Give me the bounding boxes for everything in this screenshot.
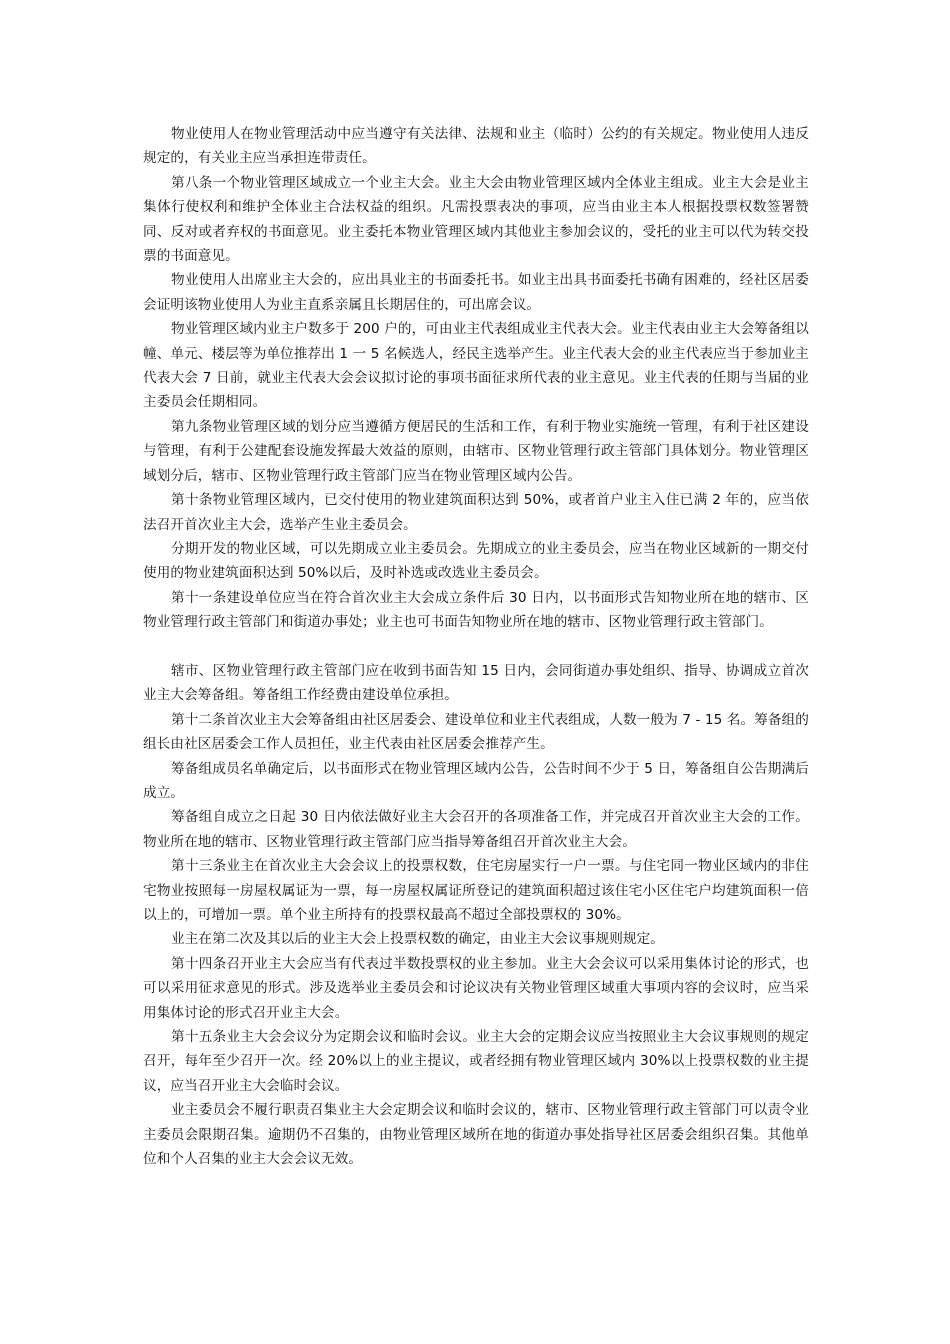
paragraph-4: 物业管理区域内业主户数多于 200 户的，可由业主代表组成业主代表大会。业主代表由业主大会筹备组以幢、单元、楼层等为单位推荐出 1 一 5 名候选人，经民主选举产生。业主代表大会的业主代表应当于参加业主代表大会 7 日前，就业主代表大会会议拟讨论的事项书面征求所代表的业主意见。业主代表的任期与当届的业主委员会任期相同。	[143, 321, 809, 411]
paragraph-article-11: 第十一条建设单位应当在符合首次业主大会成立条件后 30 日内，以书面形式告知物业所在地的辖市、区物业管理行政主管部门和街道办事处；业主也可书面告知物业所在地的辖市、区物业管理行政主管部门。	[143, 589, 809, 631]
paragraph-3: 物业使用人出席业主大会的，应出具业主的书面委托书。如业主出具书面委托书确有困难的，经社区居委会证明该物业使用人为业主直系亲属且长期居住的，可出席会议。	[143, 272, 809, 313]
paragraph-article-15: 第十五条业主大会会议分为定期会议和临时会议。业主大会的定期会议应当按照业主大会议事规则的规定召开，每年至少召开一次。经 20%以上的业主提议，或者经拥有物业管理区域内 30%以上投票权数的业主提议，应当召开业主大会临时会议。	[143, 1029, 809, 1094]
paragraph-1: 物业使用人在物业管理活动中应当遵守有关法律、法规和业主（临时）公约的有关规定。物业使用人违反规定的，有关业主应当承担连带责任。	[143, 126, 809, 167]
paragraph-article-13: 第十三条业主在首次业主大会会议上的投票权数，住宅房屋实行一户一票。与住宅同一物业区域内的非住宅物业按照每一房屋权属证为一票，每一房屋权属证所登记的建筑面积超过该住宅小区住宅户均建筑面积一倍以上的，可增加一票。单个业主所持有的投票权最高不超过全部投票权的 30%。	[143, 858, 809, 923]
paragraph-13: 筹备组自成立之日起 30 日内依法做好业主大会召开的各项准备工作，并完成召开首次业主大会的工作。物业所在地的辖市、区物业管理行政主管部门应当指导筹备组召开首次业主大会。	[143, 809, 809, 850]
paragraph-article-10: 第十条物业管理区域内，已交付使用的物业建筑面积达到 50%，或者首户业主入住已满 2 年的，应当依法召开首次业主大会，选举产生业主委员会。	[143, 492, 809, 533]
paragraph-article-9: 第九条物业管理区域的划分应当遵循方便居民的生活和工作，有利于物业实施统一管理，有利于社区建设与管理，有利于公建配套设施发挥最大效益的原则，由辖市、区物业管理行政主管部门具体划分。物业管理区域划分后，辖市、区物业管理行政主管部门应当在物业管理区域内公告。	[143, 418, 809, 484]
paragraph-12: 筹备组成员名单确定后，以书面形式在物业管理区域内公告，公告时间不少于 5 日，筹备组自公告期满后成立。	[143, 760, 809, 801]
paragraph-15: 业主在第二次及其以后的业主大会上投票权数的确定，由业主大会议事规则规定。	[171, 931, 664, 948]
paragraph-18: 业主委员会不履行职责召集业主大会定期会议和临时会议的，辖市、区物业管理行政主管部门可以责令业主委员会限期召集。逾期仍不召集的，由物业管理区域所在地的街道办事处指导社区居委会组织召集。其他单位和个人召集的业主大会会议无效。	[143, 1102, 809, 1168]
document-body	[143, 122, 809, 1171]
blank-line	[143, 635, 809, 659]
paragraph-7: 分期开发的物业区域，可以先期成立业主委员会。先期成立的业主委员会，应当在物业区域新的一期交付使用的物业建筑面积达到 50%以后，及时补选或改选业主委员会。	[143, 540, 809, 582]
paragraph-article-12: 第十二条首次业主大会筹备组由社区居委会、建设单位和业主代表组成，人数一般为 7 - 15 名。筹备组的组长由社区居委会工作人员担任，业主代表由社区居委会推荐产生。	[143, 711, 809, 753]
paragraph-10: 辖市、区物业管理行政主管部门应在收到书面告知 15 日内，会同街道办事处组织、指导、协调成立首次业主大会筹备组。筹备组工作经费由建设单位承担。	[143, 662, 809, 704]
paragraph-article-8: 第八条一个物业管理区域成立一个业主大会。业主大会由物业管理区域内全体业主组成。业主大会是业主集体行使权利和维护全体业主合法权益的组织。凡需投票表决的事项，应当由业主本人根据投票权数签署赞同、反对或者弃权的书面意见。业主委托本物业管理区域内其他业主参加会议的，受托的业主可以代为转交投票的书面意见。	[143, 174, 809, 265]
paragraph-article-14: 第十四条召开业主大会应当有代表过半数投票权的业主参加。业主大会会议可以采用集体讨论的形式，也可以采用征求意见的形式。涉及选举业主委员会和讨论议决有关物业管理区域重大事项内容的会议时，应当采用集体讨论的形式召开业主大会。	[143, 955, 809, 1021]
